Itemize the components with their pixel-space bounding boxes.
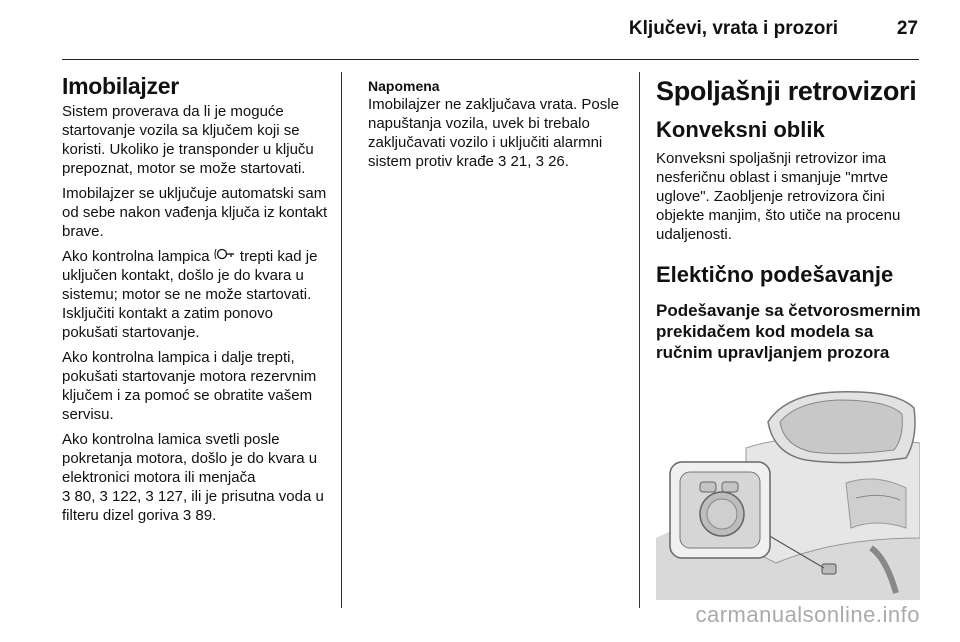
subheading-convex: Konveksni oblik xyxy=(656,117,825,142)
column-note xyxy=(368,77,630,171)
paragraph-page-refs: 3 80, 3 122, 3 127, ili je prisutna voda u filteru dizel goriva 3 89. xyxy=(62,488,324,524)
section-heading-mirrors: Spoljašnji retrovizori xyxy=(656,76,917,106)
watermark: carmanualsonline.info xyxy=(695,602,920,627)
immobiliser-warning-icon xyxy=(214,247,236,266)
paragraph: Ako kontrolna lamica svetli posle pokretanja motora, došlo je do kvara u elektronici motora ili menjača xyxy=(62,431,318,486)
mirror-switch-illustration xyxy=(656,388,920,600)
note-title: Napomena xyxy=(368,78,440,94)
page-number: 27 xyxy=(896,18,918,39)
column-divider-1 xyxy=(341,72,342,608)
paragraph-text: trepti kad je uključen kontakt, došlo je do kvara u sistemu; motor se ne može startovati. Isključiti kontakt a zatim ponovo pokušati startovanje. xyxy=(62,248,318,341)
header-rule xyxy=(62,59,919,60)
column-divider-2 xyxy=(639,72,640,608)
page-header-title: Ključevi, vrata i prozori xyxy=(628,18,838,39)
paragraph: Konveksni spoljašnji retrovizor ima nesferičnu oblast i smanjuje "mrtve uglove". Zaobljenje retrovizora čini objekte manjim, što utiče na procenu udaljenosti. xyxy=(656,150,901,243)
paragraph: Imobilajzer se uključuje automatski sam od sebe nakon vađenja ključa iz kontakt brave. xyxy=(62,185,328,240)
note-text: Imobilajzer ne zaključava vrata. Posle napuštanja vozila, uvek bi trebalo zaključavati vozilo i uključiti alarmni sistem protiv krađe 3 21, 3 26. xyxy=(368,96,619,170)
column-mirrors xyxy=(656,75,922,363)
paragraph: Sistem proverava da li je moguće startovanje vozila sa ključem koji se koristi. Ukoliko je transponder u ključu prepoznat, motor se može startovati. xyxy=(62,103,314,177)
section-heading-immobiliser: Imobilajzer xyxy=(62,73,179,99)
subsubheading-switch: Podešavanje sa četvorosmernim prekidačem kod modela sa ručnim upravljanjem prozora xyxy=(656,301,921,362)
column-immobiliser xyxy=(62,72,330,531)
paragraph-warning-lamp xyxy=(62,247,330,342)
paragraph-text: Ako kontrolna lampica xyxy=(62,248,214,265)
subheading-electric: Elektično podešavanje xyxy=(656,262,894,287)
paragraph: Ako kontrolna lampica i dalje trepti, pokušati startovanje motora rezervnim ključem i za pomoć se obratite vašem servisu. xyxy=(62,349,317,423)
